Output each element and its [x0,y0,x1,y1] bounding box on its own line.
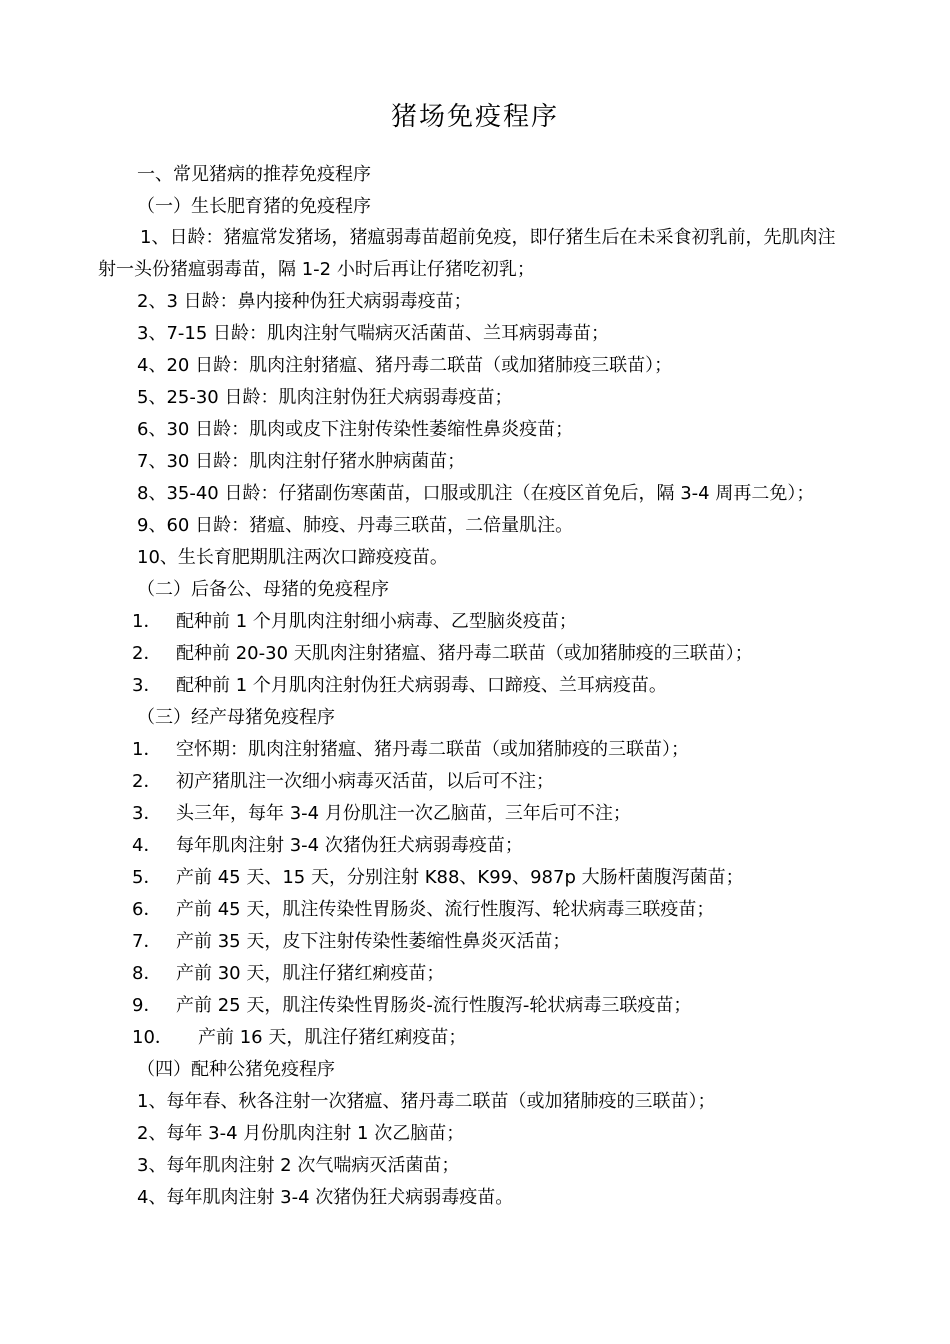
part1-item: 4、20 日龄：肌肉注射猪瘟、猪丹毒二联苗（或加猪肺疫三联苗）； [137,355,673,376]
part1-item: 2、3 日龄：鼻内接种伪狂犬病弱毒疫苗； [137,291,472,312]
item-number: 10． [132,1027,173,1048]
item-text: 初产猪肌注一次细小病毒灭活苗，以后可不注； [176,771,554,792]
document-title: 猪场免疫程序 [390,102,559,132]
part1-item: 6、30 日龄：肌肉或皮下注射传染性萎缩性鼻炎疫苗； [137,419,574,440]
item-number: 6． [132,899,162,920]
item-text: 每年肌肉注射 3-4 次猪伪狂犬病弱毒疫苗； [176,835,523,856]
part4-heading: （四）配种公猪免疫程序 [137,1059,335,1080]
part4-item: 3、每年肌肉注射 2 次气喘病灭活菌苗； [137,1155,460,1176]
part1-item: 5、25-30 日龄：肌肉注射伪狂犬病弱毒疫苗； [137,387,513,408]
part3-item [132,898,714,922]
item-number: 2． [132,643,162,664]
part2-heading: （二）后备公、母猪的免疫程序 [137,579,389,600]
part1-heading: （一）生长肥育猪的免疫程序 [137,196,371,217]
part3-item [132,770,554,794]
item-text: 配种前 20-30 天肌肉注射猪瘟、猪丹毒二联苗（或加猪肺疫的三联苗）； [176,643,753,664]
part4-item: 1、每年春、秋各注射一次猪瘟、猪丹毒二联苗（或加猪肺疫的三联苗）； [137,1091,716,1112]
part4-item: 4、每年肌肉注射 3-4 次猪伪狂犬病弱毒疫苗。 [137,1187,514,1208]
part2-item [132,642,753,666]
item-text: 配种前 1 个月肌肉注射伪狂犬病弱毒、口蹄疫、兰耳病疫苗。 [176,675,667,696]
part3-item [132,738,689,762]
item-text: 产前 45 天，肌注传染性胃肠炎、流行性腹泻、轮状病毒三联疫苗； [176,899,715,920]
part4-item: 2、每年 3-4 月份肌肉注射 1 次乙脑苗； [137,1123,465,1144]
item-number: 1． [132,739,162,760]
part1-item: 7、30 日龄：肌肉注射仔猪水肿病菌苗； [137,451,466,472]
item-number: 7． [132,931,162,952]
part2-item [132,610,577,634]
part2-item [132,674,667,698]
part1-item: 8、35-40 日龄：仔猪副伤寒菌苗，口服或肌注（在疫区首免后，隔 3-4 周再二免）； [137,483,815,504]
item-number: 8． [132,963,162,984]
part3-item [132,802,631,826]
part3-item [132,930,570,954]
item-number: 3． [132,675,162,696]
part3-item [132,1026,466,1050]
item-text: 产前 30 天，肌注仔猪红痢疫苗； [176,963,445,984]
part3-item [132,866,744,890]
item-number: 1． [132,611,162,632]
item-text: 产前 35 天，皮下注射传染性萎缩性鼻炎灭活苗； [176,931,571,952]
item-text: 产前 45 天、15 天，分别注射 K88、K99、987p 大肠杆菌腹泻菌苗； [176,867,744,888]
section-heading: 一、常见猪病的推荐免疫程序 [137,164,371,185]
part1-item: 1、日龄：猪瘟常发猪场，猪瘟弱毒苗超前免疫，即仔猪生后在未采食初乳前，先肌肉注射一头份猪瘟弱毒苗，隔 1-2 小时后再让仔猪吃初乳； [98,227,836,280]
part1-item: 10、生长育肥期肌注两次口蹄疫疫苗。 [137,547,448,568]
item-text: 头三年，每年 3-4 月份肌注一次乙脑苗，三年后可不注； [176,803,631,824]
item-text: 产前 16 天，肌注仔猪红痢疫苗； [198,1027,467,1048]
part1-item: 9、60 日龄：猪瘟、肺疫、丹毒三联苗，二倍量肌注。 [137,515,574,536]
item-number: 3． [132,803,162,824]
part3-item [132,962,444,986]
item-number: 4． [132,835,162,856]
item-text: 空怀期：肌肉注射猪瘟、猪丹毒二联苗（或加猪肺疫的三联苗）； [176,739,689,760]
part1-item: 3、7-15 日龄：肌肉注射气喘病灭活菌苗、兰耳病弱毒苗； [137,323,610,344]
part3-item [132,994,691,1018]
part3-heading: （三）经产母猪免疫程序 [137,707,335,728]
part3-item [132,834,523,858]
item-number: 2． [132,771,162,792]
item-text: 配种前 1 个月肌肉注射细小病毒、乙型脑炎疫苗； [176,611,577,632]
item-number: 5． [132,867,162,888]
item-number: 9． [132,995,162,1016]
item-text: 产前 25 天，肌注传染性胃肠炎-流行性腹泻-轮状病毒三联疫苗； [176,995,692,1016]
